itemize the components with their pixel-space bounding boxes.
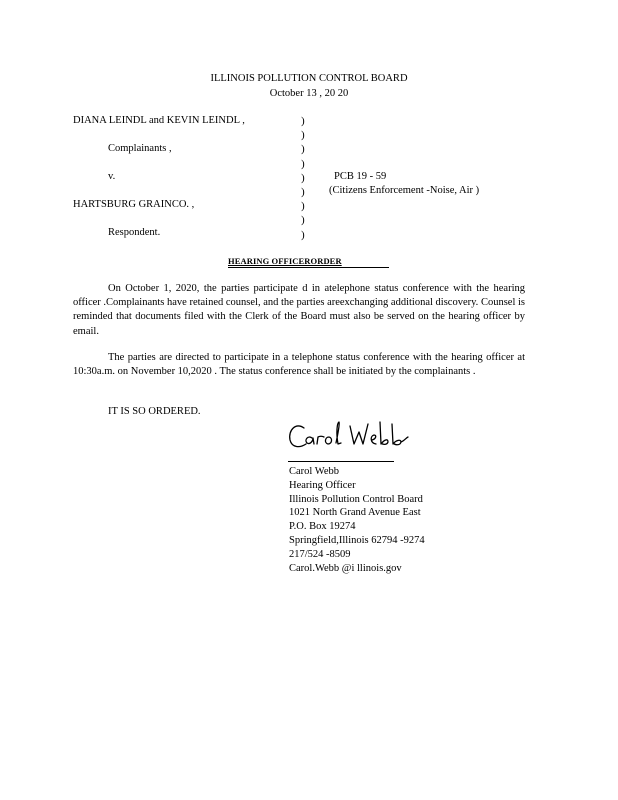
caption-respondent-label: Respondent. (108, 227, 161, 238)
paragraph-text: The parties are directed to participate in a telephone status conference with the hearing officer at 10:30a.m. on November 10,2020 . The status conference shall be initiated by the complainants . (73, 352, 525, 378)
body-paragraph-2 (73, 351, 525, 379)
paragraph-text: On October 1, 2020, the parties participate d in atelephone status conference with the hearing officer .Complainants have retained counsel, and the parties areexchanging additional discovery. Counsel is reminded that documents filed with the Clerk of the Board must also be served on the hearing officer by email. (73, 283, 525, 337)
handwritten-signature (284, 418, 414, 458)
signer-title: Hearing Officer (289, 479, 356, 491)
paren: ) (301, 171, 305, 184)
paren: ) (301, 186, 305, 199)
paren: ) (301, 214, 305, 227)
address-street: 1021 North Grand Avenue East (289, 507, 421, 519)
phone-number: 217/524 -8509 (289, 548, 351, 560)
caption-complainant-names: DIANA LEINDL and KEVIN LEINDL , (73, 115, 245, 126)
order-title (228, 256, 389, 267)
caption-versus: v. (108, 171, 116, 182)
paren: ) (301, 200, 305, 213)
board-name: ILLINOIS POLLUTION CONTROL BOARD (210, 73, 408, 84)
closing-statement: IT IS SO ORDERED. (108, 406, 201, 417)
order-title-underline (228, 267, 389, 268)
paren: ) (301, 129, 305, 142)
signer-organization: Illinois Pollution Control Board (289, 493, 423, 505)
paren: ) (301, 228, 305, 241)
case-number: PCB 19 - 59 (334, 171, 387, 182)
signer-name: Carol Webb (289, 466, 339, 477)
signature-block (289, 465, 425, 575)
order-date: October 13 , 20 20 (269, 88, 349, 99)
caption-complainants-label: Complainants , (108, 143, 172, 154)
order-title-text: HEARING OFFICERORDER (228, 256, 342, 266)
case-type: (Citizens Enforcement -Noise, Air ) (329, 185, 480, 196)
email-address: Carol.Webb @i llinois.gov (289, 562, 402, 574)
signature-line (288, 461, 394, 462)
address-city: Springfield,Illinois 62794 -9274 (289, 534, 425, 546)
caption-respondent-name: HARTSBURG GRAINCO. , (73, 199, 195, 210)
paren: ) (301, 115, 305, 127)
paren: ) (301, 143, 305, 156)
address-po-box: P.O. Box 19274 (289, 521, 356, 533)
body-paragraph-1 (73, 282, 525, 339)
paren: ) (301, 157, 305, 170)
caption-parentheses (301, 114, 311, 242)
